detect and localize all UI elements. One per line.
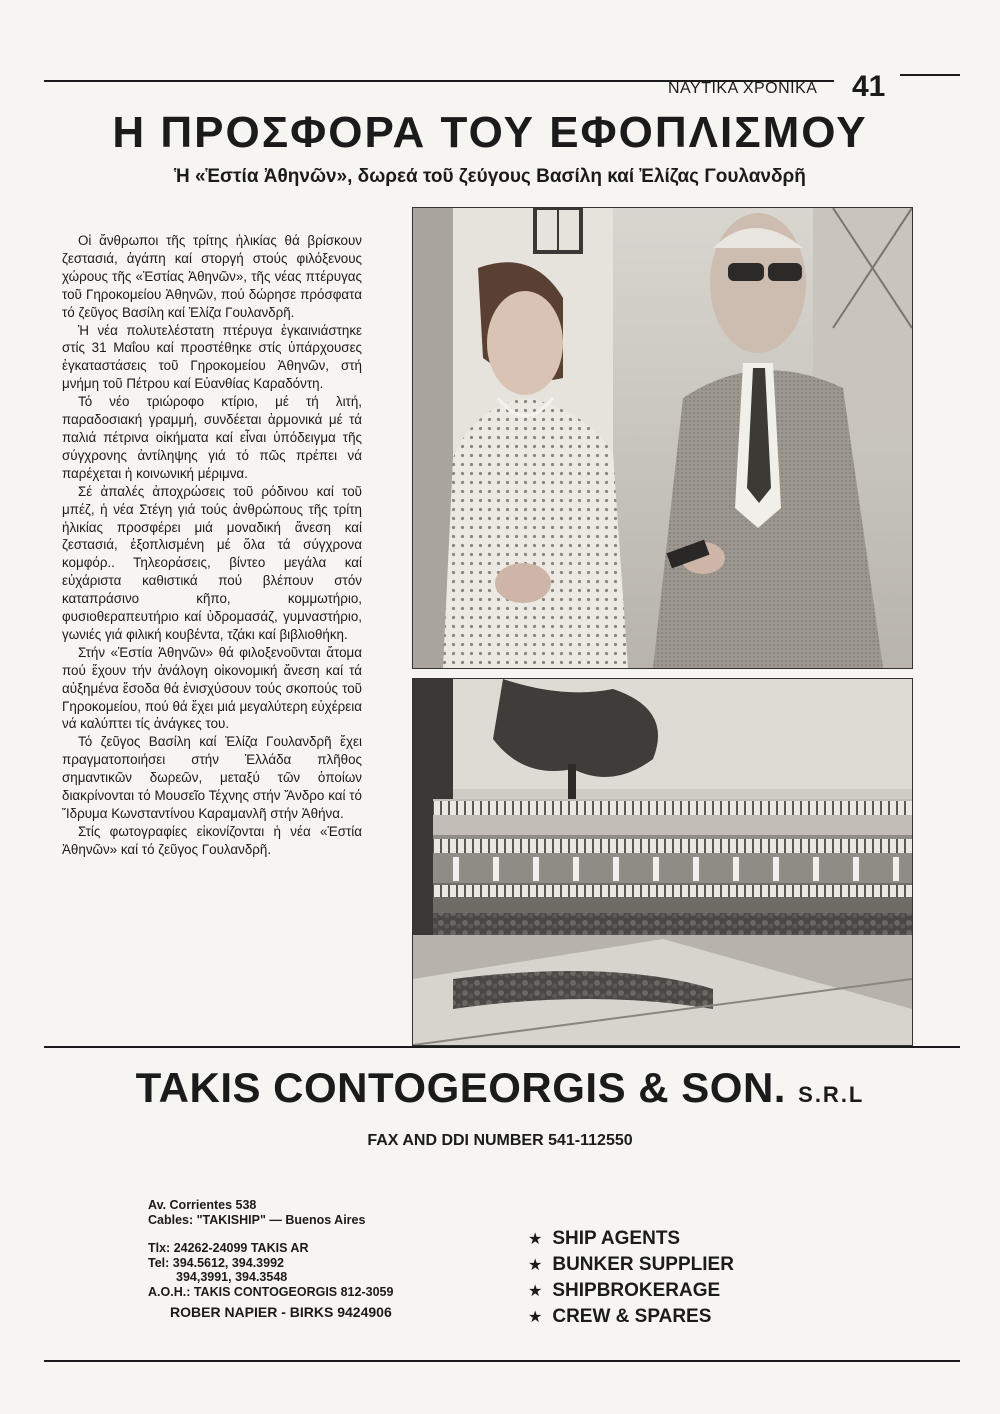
ad-services-list — [528, 1226, 734, 1330]
couple-photo-image — [413, 208, 912, 668]
ad-service-item: ★ SHIP AGENTS — [528, 1228, 681, 1249]
couple-photo — [412, 207, 913, 669]
ad-telex: Tlx: 24262-24099 TAKIS AR — [148, 1241, 309, 1255]
article-paragraph: Σέ ἀπαλές ἀποχρώσεις τοῦ ρόδινου καί τοῦ μπέζ, ἡ νέα Στέγη γιά τούς ἀνθρώπους τῆς τρίτη ἡλικίας προσφέρει μιά μοναδική ἄνεση καί ζεστασιά, ἐξοπλισμένη μέ ὅλα τά σύγχρονα κομφόρ.. Τηλεοράσεις, βίντεο μεγάλα καί εὐχάριστα καθιστικά πού βλέπουν στόν καταπράσινο κῆπο, κομμωτήριο, φυσιοθεραπευτήριο καί ὑδρομασάζ, γυμναστήριο, γωνιές γιά φιλική κουβέντα, τζάκι καί βιβλιοθήκη. — [62, 483, 362, 642]
ad-service-item: ★ BUNKER SUPPLIER — [528, 1254, 734, 1275]
ad-tel-1: Tel: 394.5612, 394.3992 — [148, 1255, 284, 1270]
ad-agent: ROBER NAPIER - BIRKS 9424906 — [170, 1304, 392, 1320]
article-paragraph: Στίς φωτογραφίες εἰκονίζονται ἡ νέα «Ἑστία Ἀθηνῶν» καί τό ζεῦγος Γουλανδρῆ. — [62, 823, 362, 857]
ad-address: Av. Corrientes 538 — [148, 1198, 257, 1212]
ad-aoh: A.O.H.: TAKIS CONTOGEORGIS 812-3059 — [148, 1284, 394, 1299]
article-paragraph: Στήν «Ἑστία Ἀθηνῶν» θά φιλοξενοῦνται ἄτομα πού ἔχουν τήν ἀνάλογη οἰκονομική ἄνεση καί τά αὐξημένα ἔσοδα θά ἐνισχύσουν τούς σκοπούς τοῦ Γηροκομείου, πού θά ἔχει μιά μεγαλύτερη εὐχέρεια νά καλύπτει τίς ἀνάγκες του. — [62, 644, 362, 732]
article-body — [62, 232, 362, 859]
ad-divider-bottom — [44, 1360, 960, 1362]
article-paragraph: Τό νέο τριώροφο κτίριο, μέ τή λιτή, παραδοσιακή γραμμή, συνδέεται ἁρμονικά μέ τά παλιά πέτρινα οἰκήματα καί εἶναι ὑπόδειγμα τῆς σύγχρονης ἀντίληψης γιά τό πῶς πρέπει νά παρέχεται ἡ κοινωνική μέριμνα. — [62, 394, 362, 481]
running-head: ΝΑΥΤΙΚΑ ΧΡΟΝΙΚΑ — [668, 80, 818, 97]
building-photo — [412, 678, 913, 1046]
star-icon: ★ — [528, 1309, 543, 1326]
article-subheadline: Ἡ «Ἑστία Ἀθηνῶν», δωρεά τοῦ ζεύγους Βασίλη καί Ἐλίζας Γουλανδρῆ — [174, 166, 806, 187]
ad-fax-line: FAX AND DDI NUMBER 541-112550 — [367, 1132, 633, 1149]
ad-company-text: TAKIS CONTOGEORGIS & SON. — [135, 1064, 786, 1111]
page-number: 41 — [852, 70, 886, 103]
header-rule-right — [900, 74, 960, 76]
ad-cables: Cables: "TAKISHIP" — Buenos Aires — [148, 1212, 366, 1227]
ad-tel-2: 394,3991, 394.3548 — [176, 1270, 288, 1284]
article-headline: Η ΠΡΟΣΦΟΡΑ ΤΟΥ ΕΦΟΠΛΙΣΜΟΥ — [112, 108, 868, 157]
ad-company-suffix: S.R.L — [798, 1082, 865, 1107]
ad-service-item: ★ SHIPBROKERAGE — [528, 1280, 721, 1301]
article-paragraph: Οἱ ἄνθρωποι τῆς τρίτης ἡλικίας θά βρίσκουν ζεστασιά, ἀγάπη καί στοργή στούς φιλόξενους χώρους τῆς «Ἑστίας Ἀθηνῶν», τῆς νέας πτέρυγας τοῦ Γηροκομείου Ἀθηνῶν, πού δώρησε πρόσφατα τό ζεῦγος Βασίλη καί Ἐλίζα Γουλανδρῆ. — [62, 233, 362, 320]
star-icon: ★ — [528, 1283, 543, 1300]
building-photo-image — [413, 679, 912, 1045]
ad-company-name — [40, 1064, 960, 1112]
article-paragraph: Τό ζεῦγος Βασίλη καί Ἐλίζα Γουλανδρῆ ἔχει πραγματοποιήσει στήν Ἑλλάδα πλῆθος σημαντικῶν δωρεῶν, μεταξύ τῶν ὁποίων διακρίνονται τό Μουσεῖο Τέχνης στήν Ἄνδρο καί τό Ἵδρυμα Κωνσταντίνου Καραμανλῆ στήν Ἀθήνα. — [62, 734, 362, 821]
ad-service-item: ★ CREW & SPARES — [528, 1306, 712, 1327]
ad-divider-top — [44, 1046, 960, 1048]
ad-contact-block — [148, 1198, 393, 1320]
star-icon: ★ — [528, 1257, 543, 1274]
star-icon: ★ — [528, 1231, 543, 1248]
article-paragraph: Ἡ νέα πολυτελέστατη πτέρυγα ἐγκαινιάστηκε στίς 31 Μαΐου καί προστέθηκε στίς ὑπάρχουσες ἐγκαταστάσεις τοῦ Γηροκομείου Ἀθηνῶν, στή μνήμη τοῦ Πέτρου καί Εὐανθίας Καραδόντη. — [62, 322, 362, 392]
